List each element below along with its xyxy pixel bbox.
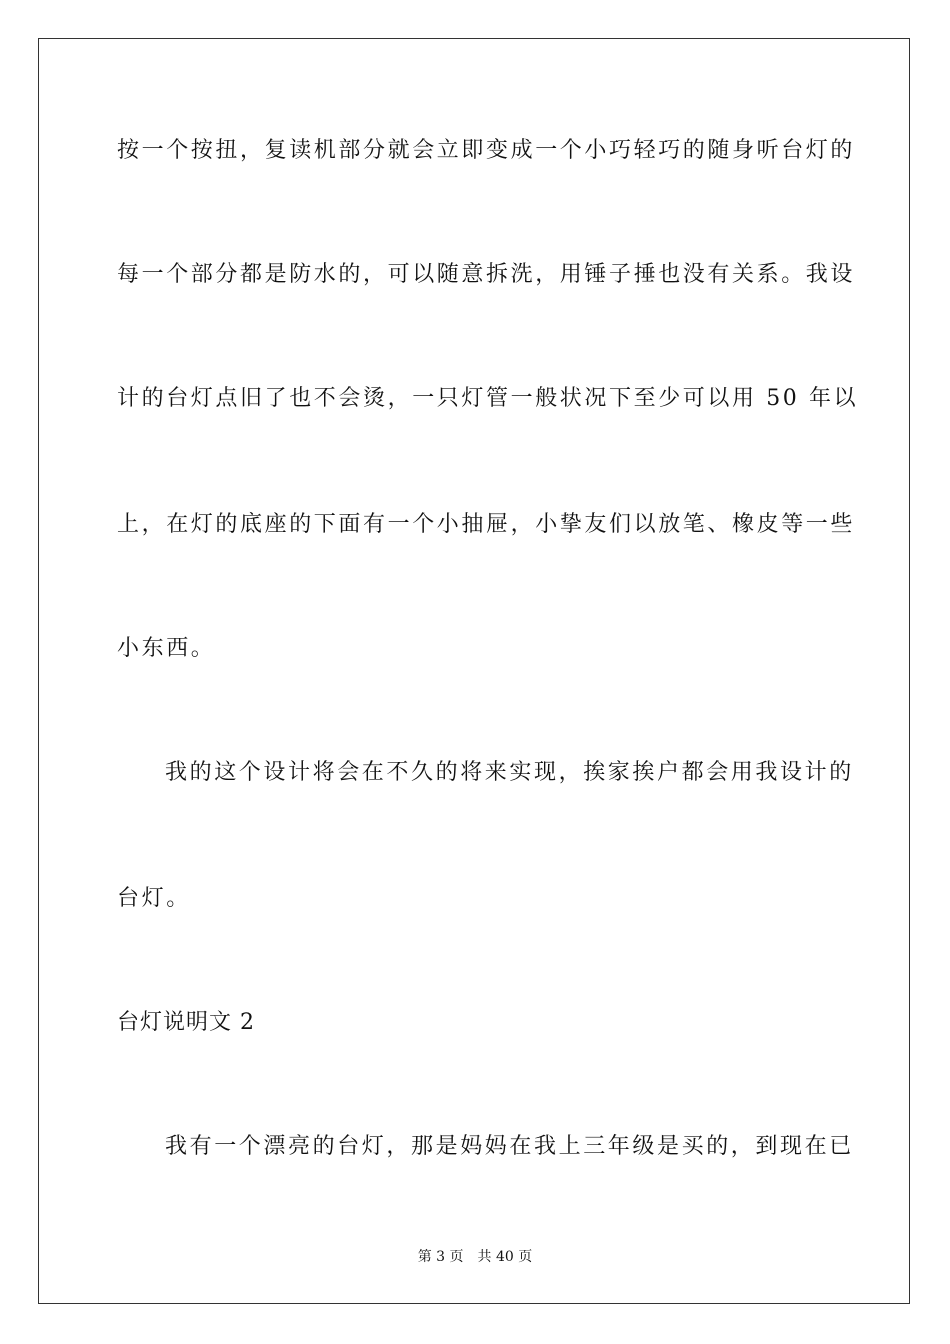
paragraph-line: 每一个部分都是防水的，可以随意拆洗，用锤子捶也没有关系。我设 — [117, 262, 856, 287]
paragraph-line: 小东西。 — [117, 636, 216, 661]
page-total: 共 40 页 — [477, 1249, 533, 1265]
page-border — [38, 38, 910, 1304]
paragraph-line: 我有一个漂亮的台灯，那是妈妈在我上三年级是买的，到现在已 — [165, 1134, 854, 1159]
page-number: 第 3 页 — [417, 1249, 464, 1265]
paragraph-line: 台灯。 — [117, 886, 191, 911]
paragraph-line: 上，在灯的底座的下面有一个小抽屉，小挚友们以放笔、橡皮等一些 — [117, 512, 856, 537]
page-footer — [0, 1248, 950, 1266]
paragraph-line: 计的台灯点旧了也不会烫，一只灯管一般状况下至少可以用 50 年以 — [117, 386, 859, 411]
paragraph-line: 按一个按扭，复读机部分就会立即变成一个小巧轻巧的随身听台灯的 — [117, 138, 856, 163]
paragraph-line: 我的这个设计将会在不久的将来实现，挨家挨户都会用我设计的 — [165, 760, 854, 785]
section-heading: 台灯说明文 2 — [117, 1010, 255, 1035]
